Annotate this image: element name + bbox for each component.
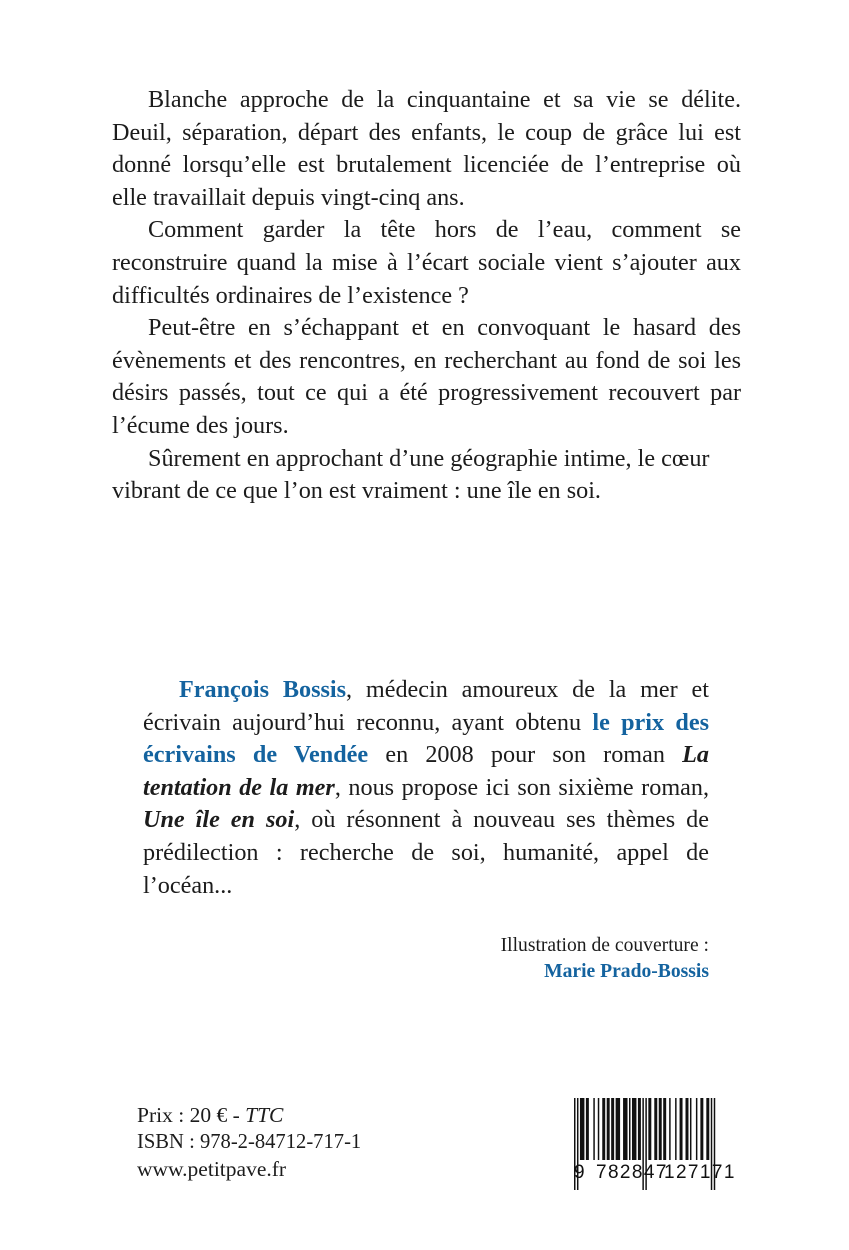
author-name: François Bossis xyxy=(179,676,347,703)
price-label: Prix : 20 € - xyxy=(137,1103,246,1127)
price-tax-label: TTC xyxy=(245,1103,284,1127)
website-line: www.petitpave.fr xyxy=(137,1157,287,1181)
author-bio-block xyxy=(143,674,709,902)
illustrator-name: Marie Prado-Bossis xyxy=(544,960,709,982)
literary-prize: le prix des écrivains de Vendée xyxy=(143,708,709,769)
bio-text-1: , médecin amoureux de la mer et écrivain aujourd’hui reconnu, ayant obtenu xyxy=(143,676,709,736)
price-line xyxy=(137,1102,361,1129)
bio-text-2: en 2008 pour son roman xyxy=(368,741,683,769)
illustration-credit xyxy=(300,933,709,984)
barcode-left-group: 782847 xyxy=(596,1162,668,1183)
barcode-bars xyxy=(574,1098,742,1190)
publisher-info-block xyxy=(137,1102,361,1183)
illustration-credit-label: Illustration de couverture : xyxy=(500,935,709,956)
ean13-barcode xyxy=(574,1098,742,1190)
previous-book-title: La tentation de la mer xyxy=(143,741,709,801)
synopsis-block xyxy=(112,84,741,508)
barcode-right-group: 127171 xyxy=(664,1162,736,1183)
synopsis-paragraph-3: Peut-être en s’échappant et en convoquant le hasard des évènements et des rencontres, en recherchant au fond de soi les désirs passés, tout ce qui a été progressivement recouvert par l’écume des jours. xyxy=(112,314,741,439)
bio-text-4: , où résonnent à nouveau ses thèmes de prédilection : recherche de soi, humanité, appel de l’océan... xyxy=(143,806,709,899)
bio-text-3: , nous propose ici son sixième roman, xyxy=(334,773,710,801)
current-book-title: Une île en soi xyxy=(143,806,295,834)
synopsis-paragraph-2: Comment garder la tête hors de l’eau, comment se reconstruire quand la mise à l’écart sociale vient s’ajouter aux difficultés ordinaires de l’existence ? xyxy=(112,216,741,309)
author-bio-paragraph xyxy=(143,674,709,902)
isbn-line: ISBN : 978-2-84712-717-1 xyxy=(137,1131,362,1153)
barcode-lead-digit: 9 xyxy=(574,1162,586,1183)
synopsis-paragraph-1: Blanche approche de la cinquantaine et sa vie se délite. Deuil, séparation, départ des enfants, le coup de grâce lui est donné lorsqu’elle est brutalement licenciée de l’entreprise où elle travaillait depuis vingt-cinq ans. xyxy=(112,86,741,211)
synopsis-paragraph-4: Sûrement en approchant d’une géographie intime, le cœur vibrant de ce que l’on est vraiment : une île en soi. xyxy=(112,444,710,505)
